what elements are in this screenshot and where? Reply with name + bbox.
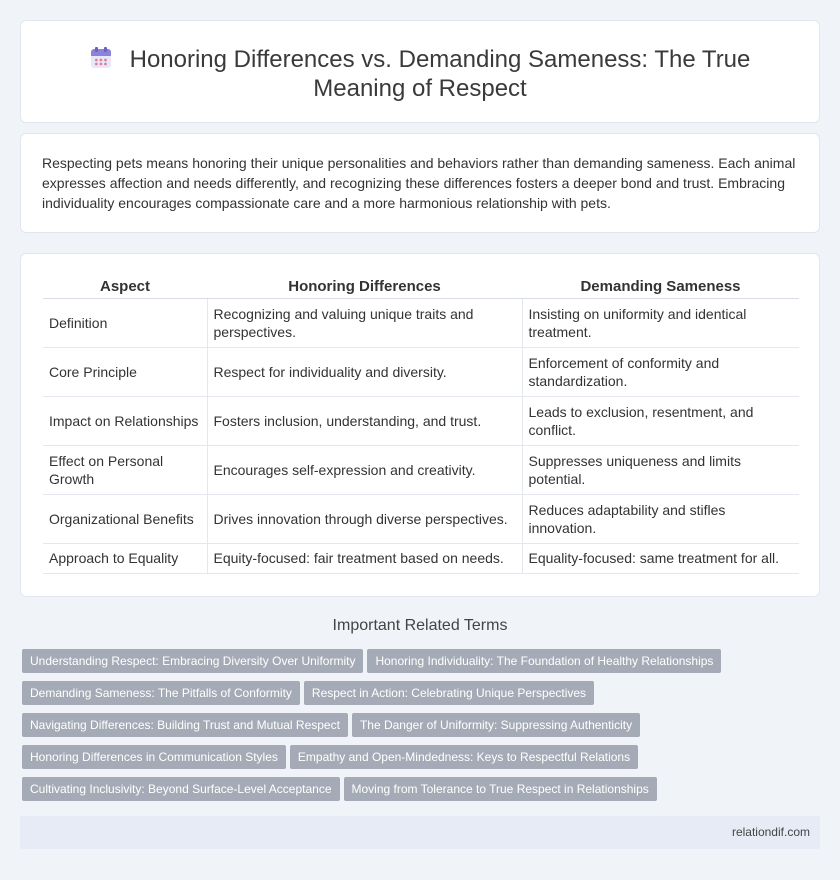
table-row bbox=[43, 396, 799, 445]
related-term-tag[interactable]: Respect in Action: Celebrating Unique Perspectives bbox=[304, 681, 594, 705]
table-header-row bbox=[43, 275, 799, 298]
cell-honoring: Drives innovation through diverse perspectives. bbox=[207, 494, 522, 543]
cell-aspect: Effect on Personal Growth bbox=[43, 445, 207, 494]
related-term-tag[interactable]: Honoring Individuality: The Foundation of Healthy Relationships bbox=[367, 649, 721, 673]
header-demanding-sameness: Demanding Sameness bbox=[522, 275, 799, 298]
table-row bbox=[43, 494, 799, 543]
table-row bbox=[43, 543, 799, 573]
related-term-tag[interactable]: Empathy and Open-Mindedness: Keys to Respectful Relations bbox=[290, 745, 638, 769]
cell-honoring: Fosters inclusion, understanding, and trust. bbox=[207, 396, 522, 445]
cell-honoring: Respect for individuality and diversity. bbox=[207, 347, 522, 396]
related-term-tag[interactable]: Honoring Differences in Communication Styles bbox=[22, 745, 286, 769]
cell-aspect: Organizational Benefits bbox=[43, 494, 207, 543]
cell-demanding: Reduces adaptability and stifles innovation. bbox=[522, 494, 799, 543]
header-honoring-differences: Honoring Differences bbox=[207, 275, 522, 298]
related-term-tag[interactable]: Navigating Differences: Building Trust and Mutual Respect bbox=[22, 713, 348, 737]
calendar-icon bbox=[90, 47, 112, 69]
table-row bbox=[43, 298, 799, 347]
cell-aspect: Core Principle bbox=[43, 347, 207, 396]
table-row bbox=[43, 445, 799, 494]
related-term-tag[interactable]: Cultivating Inclusivity: Beyond Surface-Level Acceptance bbox=[22, 777, 340, 801]
intro-text: Respecting pets means honoring their unique personalities and behaviors rather than demanding sameness. Each animal expresses affection and needs differently, and recognizing these differences fosters a deeper bond and trust. Embracing individuality encourages compassionate care and a more harmonious relationship with pets. bbox=[42, 155, 796, 211]
related-term-tag[interactable]: Moving from Tolerance to True Respect in Relationships bbox=[344, 777, 657, 801]
related-term-tag[interactable]: The Danger of Uniformity: Suppressing Authenticity bbox=[352, 713, 640, 737]
comparison-table bbox=[43, 275, 799, 574]
cell-aspect: Approach to Equality bbox=[43, 543, 207, 573]
header-card bbox=[20, 20, 820, 123]
cell-aspect: Definition bbox=[43, 298, 207, 347]
title-line-2: Meaning of Respect bbox=[313, 75, 527, 102]
related-term-tag[interactable]: Demanding Sameness: The Pitfalls of Conformity bbox=[22, 681, 300, 705]
header-aspect: Aspect bbox=[43, 275, 207, 298]
related-terms-title: Important Related Terms bbox=[332, 617, 508, 634]
related-terms-list bbox=[22, 649, 822, 809]
footer-site-link[interactable]: relationdif.com bbox=[731, 825, 810, 839]
cell-honoring: Equity-focused: fair treatment based on needs. bbox=[207, 543, 522, 573]
cell-demanding: Equality-focused: same treatment for all. bbox=[522, 543, 799, 573]
cell-honoring: Recognizing and valuing unique traits and perspectives. bbox=[207, 298, 522, 347]
comparison-table-card bbox=[20, 253, 820, 597]
page-title bbox=[21, 45, 819, 103]
intro-card bbox=[20, 133, 820, 233]
cell-demanding: Enforcement of conformity and standardization. bbox=[522, 347, 799, 396]
cell-demanding: Insisting on uniformity and identical treatment. bbox=[522, 298, 799, 347]
table-row bbox=[43, 347, 799, 396]
title-line-1: Honoring Differences vs. Demanding Sameness: The True bbox=[129, 46, 751, 73]
cell-demanding: Leads to exclusion, resentment, and conflict. bbox=[522, 396, 799, 445]
related-term-tag[interactable]: Understanding Respect: Embracing Diversity Over Uniformity bbox=[22, 649, 363, 673]
cell-demanding: Suppresses uniqueness and limits potential. bbox=[522, 445, 799, 494]
footer bbox=[20, 816, 820, 849]
cell-aspect: Impact on Relationships bbox=[43, 396, 207, 445]
cell-honoring: Encourages self-expression and creativity. bbox=[207, 445, 522, 494]
